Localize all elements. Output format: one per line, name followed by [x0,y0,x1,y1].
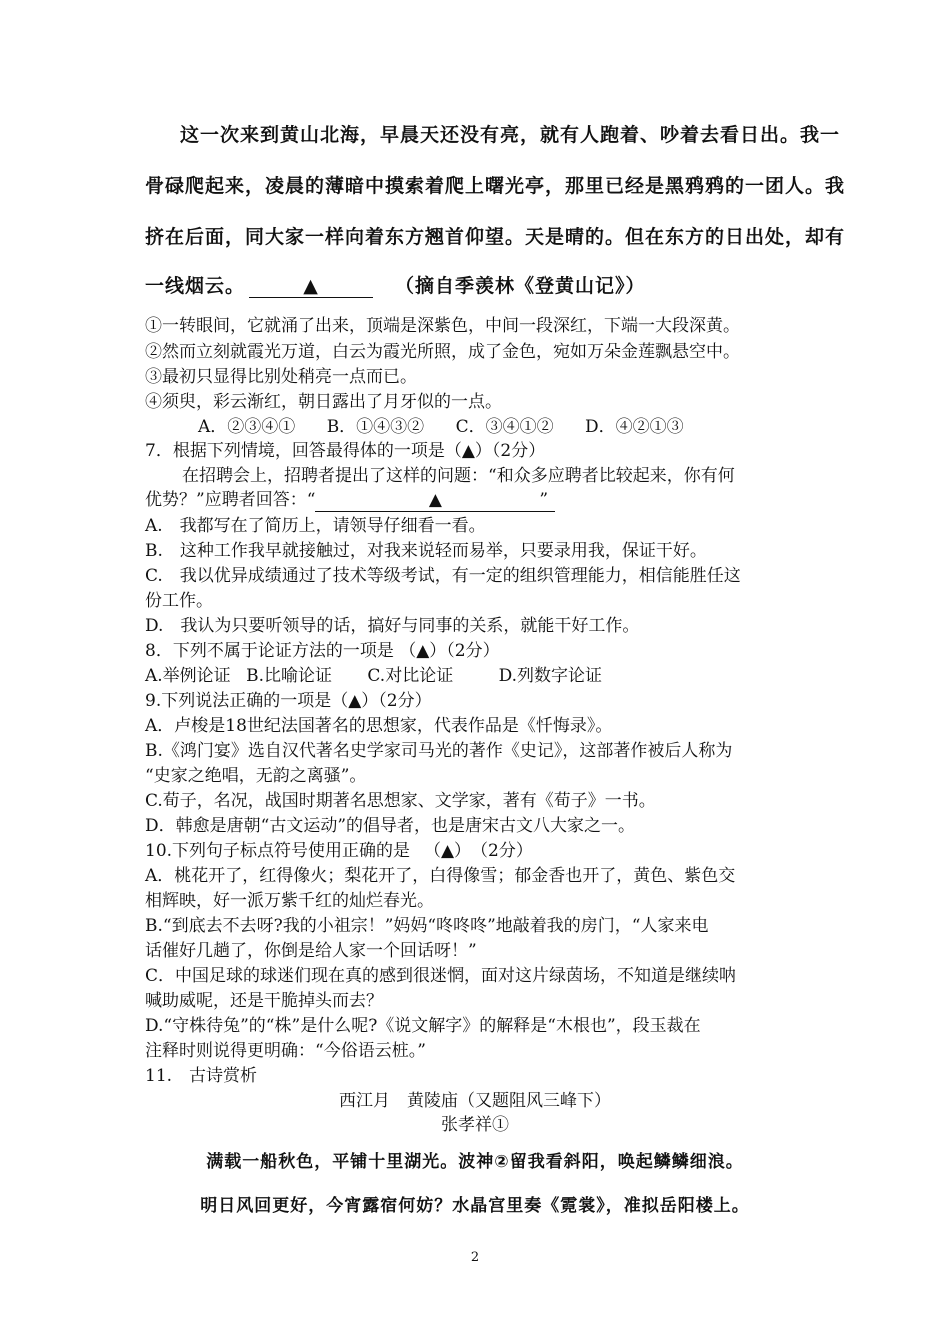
passage-line-4 [145,274,646,298]
q7-option-d: D. 我认为只要听领导的话，搞好与同事的关系，就能干好工作。 [145,616,640,636]
q7-context-1: 在招聘会上，招聘者提出了这样的问题：“和众多应聘者比较起来，你有何 [182,466,735,486]
triangle-marker: ▲ [428,490,442,510]
q10-option-c-cont: 喊助威呢，还是干脆掉头而去？ [145,991,383,1011]
poem-author: 张孝祥① [441,1115,509,1135]
triangle-marker: ▲ [303,275,319,297]
q10-option-b-cont: 话催好几趟了，你倒是给人家一个回话呀！” [145,941,477,961]
q6-choices [198,415,684,439]
q6-choice-c[interactable]: C．③④①② [455,417,554,437]
answer-blank-q6[interactable] [249,275,373,298]
passage-line-3: 挤在后面，同大家一样向着东方翘首仰望。天是晴的。但在东方的日出处，却有 [145,226,846,248]
q6-option-3: ③最初只显得比别处稍亮一点而已。 [145,367,417,387]
q7-context-suffix: ” [539,490,549,510]
passage-line-2: 骨碌爬起来，凌晨的薄暗中摸索着爬上曙光亭，那里已经是黑鸦鸦的一团人。我 [145,175,846,197]
q10-option-d-cont: 注释时则说得更明确：“今俗语云桩。” [145,1041,426,1061]
q7-option-a: A. 我都写在了简历上，请领导仔细看一看。 [145,516,486,536]
poem-line-2: 明日风回更好，今宵露宿何妨？水晶宫里奏《霓裳》，准拟岳阳楼上。 [200,1196,750,1216]
passage-line-1: 这一次来到黄山北海，早晨天还没有亮，就有人跑着、吵着去看日出。我一 [180,124,841,146]
q10-option-a-cont: 相辉映，好一派万紫千红的灿烂春光。 [145,891,434,911]
q7-option-b: B. 这种工作我早就接触过，对我来说轻而易举，只要录用我，保证干好。 [145,541,707,561]
passage-last-prefix: 一线烟云。 [145,275,246,297]
q10-option-d: D.“守株待兔”的“株”是什么呢?《说文解字》的解释是“木根也”，段玉裁在 [145,1016,701,1036]
q8-stem: 8．下列不属于论证方法的一项是 （▲）（2分） [145,641,500,661]
poem-line-1: 满载一船秋色，平铺十里湖光。波神②留我看斜阳，唤起鳞鳞细浪。 [206,1152,744,1172]
q8-choice-b[interactable]: B.比喻论证 [246,666,332,686]
q9-option-a: A．卢梭是18世纪法国著名的思想家，代表作品是《忏悔录》。 [145,716,613,736]
q6-choice-b[interactable]: B．①④③② [326,417,425,437]
q6-option-2: ②然而立刻就霞光万道，白云为霞光所照，成了金色，宛如万朵金莲飘悬空中。 [145,342,740,362]
q10-option-a: A．桃花开了，红得像火；梨花开了，白得像雪；郁金香也开了，黄色、紫色交 [145,866,736,886]
poem-title: 西江月 黄陵庙（又题阻风三峰下） [339,1091,611,1111]
q9-option-c: C.荀子，名况，战国时期著名思想家、文学家，著有《荀子》一书。 [145,791,656,811]
answer-blank-q7[interactable] [315,489,555,512]
q7-context-prefix: 优势？”应聘者回答：“ [145,490,316,510]
q7-option-c-cont: 份工作。 [145,591,213,611]
q9-option-d: D．韩愈是唐朝“古文运动”的倡导者，也是唐宋古文八大家之一。 [145,816,636,836]
q7-option-c: C. 我以优异成绩通过了技术等级考试，有一定的组织管理能力，相信能胜任这 [145,566,741,586]
q9-option-b: B.《鸿门宴》选自汉代著名史学家司马光的著作《史记》，这部著作被后人称为 [145,741,733,761]
q10-option-c: C．中国足球的球迷们现在真的感到很迷惘，面对这片绿茵场，不知道是继续呐 [145,966,737,986]
q6-choice-d[interactable]: D．④②①③ [585,417,684,437]
q10-stem: 10.下列句子标点符号使用正确的是 （▲） （2分） [145,841,533,861]
page-number: 2 [470,1250,480,1265]
q8-choice-a[interactable]: A.举例论证 [145,666,231,686]
q9-option-b-cont: “史家之绝唱，无韵之离骚”。 [145,766,367,786]
q6-option-1: ①一转眼间，它就涌了出来，顶端是深紫色，中间一段深红，下端一大段深黄。 [145,316,740,336]
q8-choices [145,664,602,688]
q7-stem: 7．根据下列情境，回答最得体的一项是（▲）（2分） [145,441,546,461]
q11-stem: 11. 古诗赏析 [145,1066,258,1086]
passage-source: （摘自季羡林《登黄山记》） [395,275,646,297]
q10-option-b: B.“到底去不去呀?我的小祖宗！”妈妈“咚咚咚”地敲着我的房门，“人家来电 [145,916,709,936]
q7-context-2 [145,488,564,512]
q8-choice-d[interactable]: D.列数字论证 [498,666,603,686]
q8-choice-c[interactable]: C.对比论证 [367,666,454,686]
q9-stem: 9.下列说法正确的一项是（▲）（2分） [145,691,432,711]
q6-choice-a[interactable]: A．②③④① [198,417,296,437]
q6-option-4: ④须臾，彩云渐红，朝日露出了月牙似的一点。 [145,392,502,412]
